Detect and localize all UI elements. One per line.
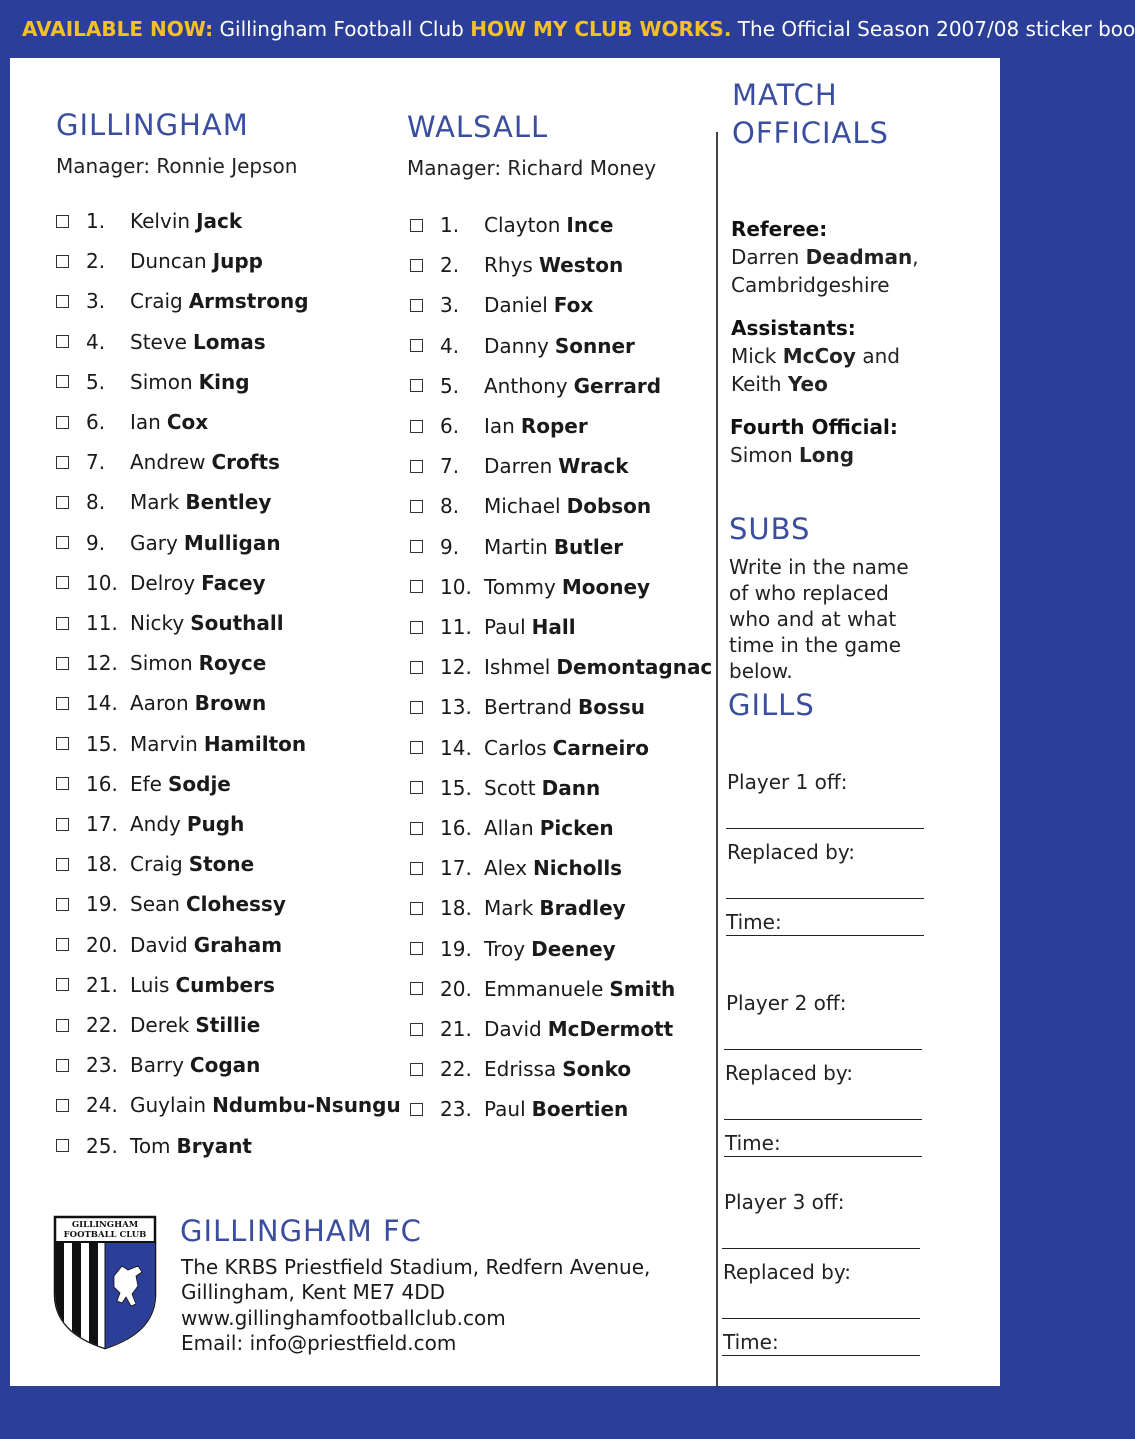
away-team-title: WALSALL: [407, 110, 549, 144]
player-number: 4.: [440, 333, 460, 358]
player2-time-label: Time:: [725, 1131, 781, 1155]
player-number: 18.: [440, 896, 472, 921]
player-number: 14.: [440, 735, 472, 760]
player3-replaced-line[interactable]: [722, 1318, 920, 1319]
player-first-name: Craig: [130, 289, 183, 314]
player3-replaced-label: Replaced by:: [723, 1260, 851, 1284]
player-first-name: Duncan: [130, 249, 207, 274]
player-last-name: Bryant: [176, 1133, 252, 1158]
player-last-name: Hamilton: [203, 731, 307, 756]
player-checkbox[interactable]: [56, 215, 69, 228]
player-first-name: Ishmel: [484, 655, 551, 680]
player-checkbox[interactable]: [410, 580, 423, 593]
away-player-row: [410, 331, 635, 361]
player1-replaced-label: Replaced by:: [727, 840, 855, 864]
top-banner: [0, 0, 1135, 58]
player-number: 8.: [86, 490, 106, 515]
player-last-name: Mooney: [561, 574, 651, 599]
away-player-row: [410, 1094, 628, 1124]
banner-available: AVAILABLE NOW:: [22, 17, 214, 41]
home-player-row: [56, 849, 254, 879]
player-first-name: Simon: [130, 369, 193, 394]
away-player-row: [410, 934, 616, 964]
player-last-name: Demontagnac: [556, 655, 713, 680]
home-player-row: [56, 648, 266, 678]
away-player-row: [410, 451, 629, 481]
player-checkbox[interactable]: [56, 335, 69, 348]
player-number: 23.: [86, 1053, 118, 1078]
player-first-name: Martin: [484, 534, 548, 559]
gillingham-crest-logo: [52, 1214, 158, 1350]
player-checkbox[interactable]: [56, 818, 69, 831]
player-number: 19.: [440, 936, 472, 961]
home-player-row: [56, 729, 306, 759]
player-number: 22.: [86, 1013, 118, 1037]
player-first-name: Mark: [130, 490, 180, 515]
player-checkbox[interactable]: [56, 456, 69, 469]
player-first-name: Nicky: [130, 611, 185, 635]
player-last-name: Lomas: [192, 329, 266, 354]
away-player-row: [410, 652, 712, 682]
fourth-official-name: [730, 441, 854, 469]
player-checkbox[interactable]: [410, 540, 423, 553]
away-player-row: [410, 572, 650, 602]
player2-off-label: Player 2 off:: [726, 991, 847, 1015]
player-number: 20.: [440, 976, 472, 1001]
player-last-name: Ndumbu-Nsungu: [212, 1093, 401, 1118]
player-last-name: Picken: [539, 816, 614, 840]
player-first-name: Tom: [130, 1133, 171, 1158]
home-player-row: [56, 970, 275, 1000]
home-player-row: [56, 447, 280, 477]
player-number: 21.: [86, 972, 118, 997]
assistant1-first: Mick: [731, 344, 777, 368]
home-manager: Manager: Ronnie Jepson: [56, 154, 298, 178]
home-player-row: [56, 367, 250, 397]
away-player-row: [410, 893, 626, 923]
assistant2-last: Yeo: [787, 372, 828, 396]
player-first-name: Craig: [130, 852, 183, 877]
home-team-title: GILLINGHAM: [56, 108, 249, 142]
home-player-row: [56, 608, 284, 638]
player-first-name: Scott: [484, 775, 536, 800]
player-number: 15.: [86, 731, 118, 756]
player-checkbox[interactable]: [56, 657, 69, 670]
player-checkbox[interactable]: [56, 1139, 69, 1152]
player-last-name: Clohessy: [185, 892, 286, 917]
player-last-name: Jack: [196, 209, 243, 233]
away-player-row: [410, 491, 651, 521]
assistants-names: [731, 342, 900, 398]
player-number: 11.: [440, 615, 472, 639]
player-last-name: Jupp: [212, 249, 263, 274]
player-checkbox[interactable]: [56, 416, 69, 429]
player-first-name: David: [130, 932, 188, 957]
banner-club: Gillingham Football Club: [219, 17, 464, 41]
player-last-name: Boertien: [531, 1097, 629, 1122]
player-checkbox[interactable]: [56, 1099, 69, 1112]
player-number: 3.: [86, 289, 106, 314]
player-checkbox[interactable]: [56, 536, 69, 549]
player-number: 1.: [440, 213, 460, 237]
away-player-row: [410, 250, 623, 280]
player-last-name: Pugh: [186, 812, 245, 836]
player-first-name: David: [484, 1017, 542, 1041]
player-checkbox[interactable]: [410, 741, 423, 754]
player-number: 20.: [86, 932, 118, 957]
player-number: 4.: [86, 329, 106, 354]
player-number: 9.: [440, 534, 460, 559]
player-first-name: Marvin: [130, 731, 198, 756]
player-last-name: Hall: [531, 615, 576, 639]
home-player-row: [56, 688, 266, 718]
player-checkbox[interactable]: [410, 701, 423, 714]
referee-label: Referee:: [731, 217, 828, 241]
player-last-name: Sodje: [167, 771, 231, 796]
player-checkbox[interactable]: [410, 339, 423, 352]
club-name: GILLINGHAM FC: [180, 1214, 422, 1248]
player1-time-label: Time:: [726, 910, 782, 934]
player2-off-line[interactable]: [724, 1049, 922, 1050]
player-checkbox[interactable]: [56, 777, 69, 790]
player-last-name: Royce: [198, 651, 267, 676]
away-player-row: [410, 773, 600, 803]
player-last-name: Sonner: [554, 333, 635, 358]
bottom-band: [0, 1386, 1000, 1439]
assistant1-last: McCoy: [782, 344, 856, 368]
player-checkbox[interactable]: [56, 978, 69, 991]
home-player-row: [56, 1131, 252, 1161]
player-checkbox[interactable]: [410, 1063, 423, 1076]
away-player-row: [410, 411, 588, 441]
player-last-name: Smith: [609, 976, 676, 1001]
player-last-name: Southall: [190, 611, 284, 635]
player-last-name: Armstrong: [188, 289, 309, 314]
player-first-name: Derek: [130, 1013, 190, 1037]
banner-highlight: HOW MY CLUB WORKS.: [470, 17, 732, 41]
player3-off-line[interactable]: [722, 1248, 920, 1249]
player-number: 12.: [86, 651, 118, 676]
gills-heading: GILLS: [728, 688, 815, 722]
player-last-name: Carneiro: [552, 735, 649, 760]
player-number: 19.: [86, 892, 118, 917]
away-player-row: [410, 532, 623, 562]
home-player-row: [56, 889, 286, 919]
player-last-name: Cumbers: [175, 972, 275, 997]
player3-time-label: Time:: [723, 1330, 779, 1354]
player-checkbox[interactable]: [410, 982, 423, 995]
player-checkbox[interactable]: [56, 617, 69, 630]
player-last-name: Gerrard: [573, 373, 662, 398]
player-number: 16.: [440, 816, 472, 840]
player-last-name: Bentley: [185, 490, 272, 515]
player-number: 5.: [440, 373, 460, 398]
player-last-name: Butler: [553, 534, 624, 559]
subs-instructions: Write in the name of who replaced who and at what time in the game below.: [729, 555, 909, 683]
away-manager: Manager: Richard Money: [407, 156, 657, 180]
player-first-name: Troy: [484, 936, 526, 961]
assistant2-first: Keith: [731, 372, 782, 396]
player-last-name: Brown: [194, 691, 267, 716]
player-number: 7.: [86, 450, 106, 475]
player-first-name: Daniel: [484, 293, 548, 318]
away-player-row: [410, 612, 576, 642]
player-checkbox[interactable]: [56, 375, 69, 388]
player-checkbox[interactable]: [56, 898, 69, 911]
player-number: 10.: [440, 574, 472, 599]
home-player-row: [56, 487, 271, 517]
player-number: 21.: [440, 1017, 472, 1041]
away-player-row: [410, 853, 622, 883]
player-first-name: Ian: [130, 410, 161, 434]
home-player-row: [56, 528, 281, 558]
player-checkbox[interactable]: [410, 460, 423, 473]
player2-replaced-line[interactable]: [724, 1119, 922, 1120]
player-last-name: Graham: [193, 932, 283, 957]
player-last-name: Facey: [201, 570, 266, 595]
column-divider: [716, 132, 718, 1414]
banner-sticker-book: The Official Season 2007/08 sticker boo: [737, 17, 1135, 41]
player-first-name: Barry: [130, 1053, 184, 1078]
team-sheet-page: [10, 58, 1000, 1386]
home-player-row: [56, 286, 309, 316]
player-first-name: Efe: [130, 771, 162, 796]
away-player-row: [410, 692, 645, 722]
player-number: 22.: [440, 1057, 472, 1082]
referee-name: Darren Deadman, Cambridgeshire: [731, 245, 919, 297]
player-last-name: Bossu: [577, 695, 645, 720]
home-player-row: [56, 407, 208, 437]
player-first-name: Emmanuele: [484, 976, 604, 1001]
player-first-name: Andy: [130, 812, 181, 836]
away-player-row: [410, 1014, 673, 1044]
player-first-name: Mark: [484, 896, 534, 921]
player-number: 17.: [440, 856, 472, 881]
player-checkbox[interactable]: [410, 942, 423, 955]
officials-heading-line2: OFFICIALS: [732, 116, 889, 150]
club-website[interactable]: www.gillinghamfootballclub.com: [181, 1306, 506, 1330]
player-number: 5.: [86, 369, 106, 394]
home-player-row: [56, 1090, 401, 1120]
player-number: 8.: [440, 494, 460, 519]
crest-text-line1: GILLINGHAM: [71, 1220, 139, 1230]
player-last-name: Roper: [520, 414, 588, 438]
player-number: 2.: [86, 249, 106, 274]
away-player-row: [410, 974, 675, 1004]
player-checkbox[interactable]: [410, 1103, 423, 1116]
player-checkbox[interactable]: [56, 255, 69, 268]
away-player-row: [410, 813, 614, 843]
player-first-name: Delroy: [130, 570, 196, 595]
player-number: 1.: [86, 209, 106, 233]
player-number: 11.: [86, 611, 118, 635]
player-number: 18.: [86, 852, 118, 877]
home-player-row: [56, 327, 266, 357]
player-first-name: Anthony: [484, 373, 568, 398]
player-number: 2.: [440, 253, 460, 278]
player-last-name: Stone: [188, 852, 255, 877]
player-number: 9.: [86, 530, 106, 555]
player-first-name: Ian: [484, 414, 515, 438]
player-checkbox[interactable]: [410, 822, 423, 835]
home-player-row: [56, 1050, 260, 1080]
player-number: 25.: [86, 1133, 118, 1158]
player2-replaced-label: Replaced by:: [725, 1061, 853, 1085]
player-first-name: Michael: [484, 494, 561, 519]
player-checkbox[interactable]: [410, 661, 423, 674]
player3-time-line[interactable]: [722, 1355, 920, 1356]
player-first-name: Carlos: [484, 735, 547, 760]
player-last-name: Crofts: [211, 450, 280, 475]
player-checkbox[interactable]: [410, 781, 423, 794]
player-first-name: Guylain: [130, 1093, 207, 1118]
player2-time-line[interactable]: [724, 1156, 922, 1157]
player-number: 24.: [86, 1093, 118, 1118]
player1-off-label: Player 1 off:: [727, 770, 848, 794]
player-checkbox[interactable]: [410, 299, 423, 312]
player-last-name: Nicholls: [533, 856, 623, 881]
fourth-last: Long: [799, 443, 855, 467]
player-checkbox[interactable]: [56, 697, 69, 710]
away-player-row: [410, 371, 661, 401]
player1-replaced-line[interactable]: [726, 898, 924, 899]
club-address-line2: Gillingham, Kent ME7 4DD: [181, 1280, 446, 1304]
player-first-name: Paul: [484, 1097, 526, 1122]
player-last-name: Dann: [541, 775, 601, 800]
player-number: 6.: [86, 410, 106, 434]
player-first-name: Alex: [484, 856, 528, 881]
home-player-row: [56, 568, 266, 598]
player-first-name: Allan: [484, 816, 534, 840]
player-first-name: Tommy: [484, 574, 556, 599]
home-player-row: [56, 769, 231, 799]
player-first-name: Edrissa: [484, 1057, 557, 1082]
away-player-row: [410, 210, 613, 240]
player-checkbox[interactable]: [410, 219, 423, 232]
player-last-name: Mulligan: [183, 530, 281, 555]
fourth-first: Simon: [730, 443, 793, 467]
fourth-official-label: Fourth Official:: [730, 415, 898, 439]
player-number: 12.: [440, 655, 472, 680]
player-checkbox[interactable]: [56, 858, 69, 871]
player-last-name: Ince: [566, 213, 614, 237]
player-last-name: McDermott: [547, 1017, 674, 1041]
player-first-name: Simon: [130, 651, 193, 676]
player-number: 3.: [440, 293, 460, 318]
player-last-name: Wrack: [558, 454, 629, 479]
player-number: 23.: [440, 1097, 472, 1122]
player-checkbox[interactable]: [56, 938, 69, 951]
player-first-name: Aaron: [130, 691, 189, 716]
crest-text-line2: FOOTBALL CLUB: [63, 1230, 147, 1240]
player-last-name: Fox: [553, 293, 594, 318]
player-first-name: Luis: [130, 972, 170, 997]
player-checkbox[interactable]: [56, 1019, 69, 1032]
player-number: 16.: [86, 771, 118, 796]
officials-heading: [732, 76, 889, 152]
home-player-row: [56, 809, 244, 839]
player-last-name: Bradley: [539, 896, 626, 921]
player-checkbox[interactable]: [410, 259, 423, 272]
home-player-row: [56, 930, 282, 960]
player-first-name: Gary: [130, 530, 178, 555]
player-last-name: Cogan: [189, 1053, 261, 1078]
player-checkbox[interactable]: [410, 500, 423, 513]
away-player-row: [410, 290, 593, 320]
club-address-line1: The KRBS Priestfield Stadium, Redfern Avenue,: [181, 1255, 651, 1279]
player-first-name: Clayton: [484, 213, 561, 237]
player-last-name: Stillie: [195, 1013, 261, 1037]
player-number: 7.: [440, 454, 460, 479]
player-checkbox[interactable]: [56, 737, 69, 750]
player-first-name: Andrew: [130, 450, 206, 475]
player-last-name: King: [198, 369, 250, 394]
player-checkbox[interactable]: [410, 902, 423, 915]
player-checkbox[interactable]: [410, 621, 423, 634]
player-first-name: Paul: [484, 615, 526, 639]
player-last-name: Cox: [166, 410, 209, 434]
player-last-name: Dobson: [566, 494, 652, 519]
home-player-row: [56, 246, 263, 276]
subs-heading: SUBS: [729, 512, 811, 546]
player-number: 14.: [86, 691, 118, 716]
away-player-row: [410, 1054, 631, 1084]
player-checkbox[interactable]: [410, 1023, 423, 1036]
player-number: 15.: [440, 775, 472, 800]
player1-time-line[interactable]: [726, 935, 924, 936]
player-number: 10.: [86, 570, 118, 595]
and-word: and: [862, 344, 900, 368]
home-player-row: [56, 1010, 260, 1040]
player-number: 17.: [86, 812, 118, 836]
player3-off-label: Player 3 off:: [724, 1190, 845, 1214]
player-last-name: Deeney: [531, 936, 616, 961]
officials-heading-line1: MATCH: [732, 78, 838, 112]
player-first-name: Darren: [484, 454, 553, 479]
player-number: 13.: [440, 695, 472, 720]
referee-last: Deadman: [805, 245, 913, 269]
player-first-name: Danny: [484, 333, 549, 358]
player-last-name: Sonko: [562, 1057, 632, 1082]
player-checkbox[interactable]: [410, 379, 423, 392]
player-checkbox[interactable]: [56, 295, 69, 308]
player-checkbox[interactable]: [56, 496, 69, 509]
assistants-label: Assistants:: [731, 316, 856, 340]
home-player-row: [56, 206, 242, 236]
player-checkbox[interactable]: [56, 576, 69, 589]
player-checkbox[interactable]: [56, 1059, 69, 1072]
player-checkbox[interactable]: [410, 420, 423, 433]
player-last-name: Weston: [538, 253, 624, 278]
player-first-name: Rhys: [484, 253, 533, 278]
player-checkbox[interactable]: [410, 862, 423, 875]
club-email[interactable]: Email: info@priestfield.com: [181, 1331, 457, 1355]
referee-county: Cambridgeshire: [731, 273, 890, 297]
player-first-name: Steve: [130, 329, 187, 354]
away-player-row: [410, 733, 649, 763]
player-first-name: Kelvin: [130, 209, 191, 233]
player1-off-line[interactable]: [726, 828, 924, 829]
player-number: 6.: [440, 414, 460, 438]
player-first-name: Bertrand: [484, 695, 572, 720]
player-first-name: Sean: [130, 892, 180, 917]
referee-first: Darren: [731, 245, 800, 269]
